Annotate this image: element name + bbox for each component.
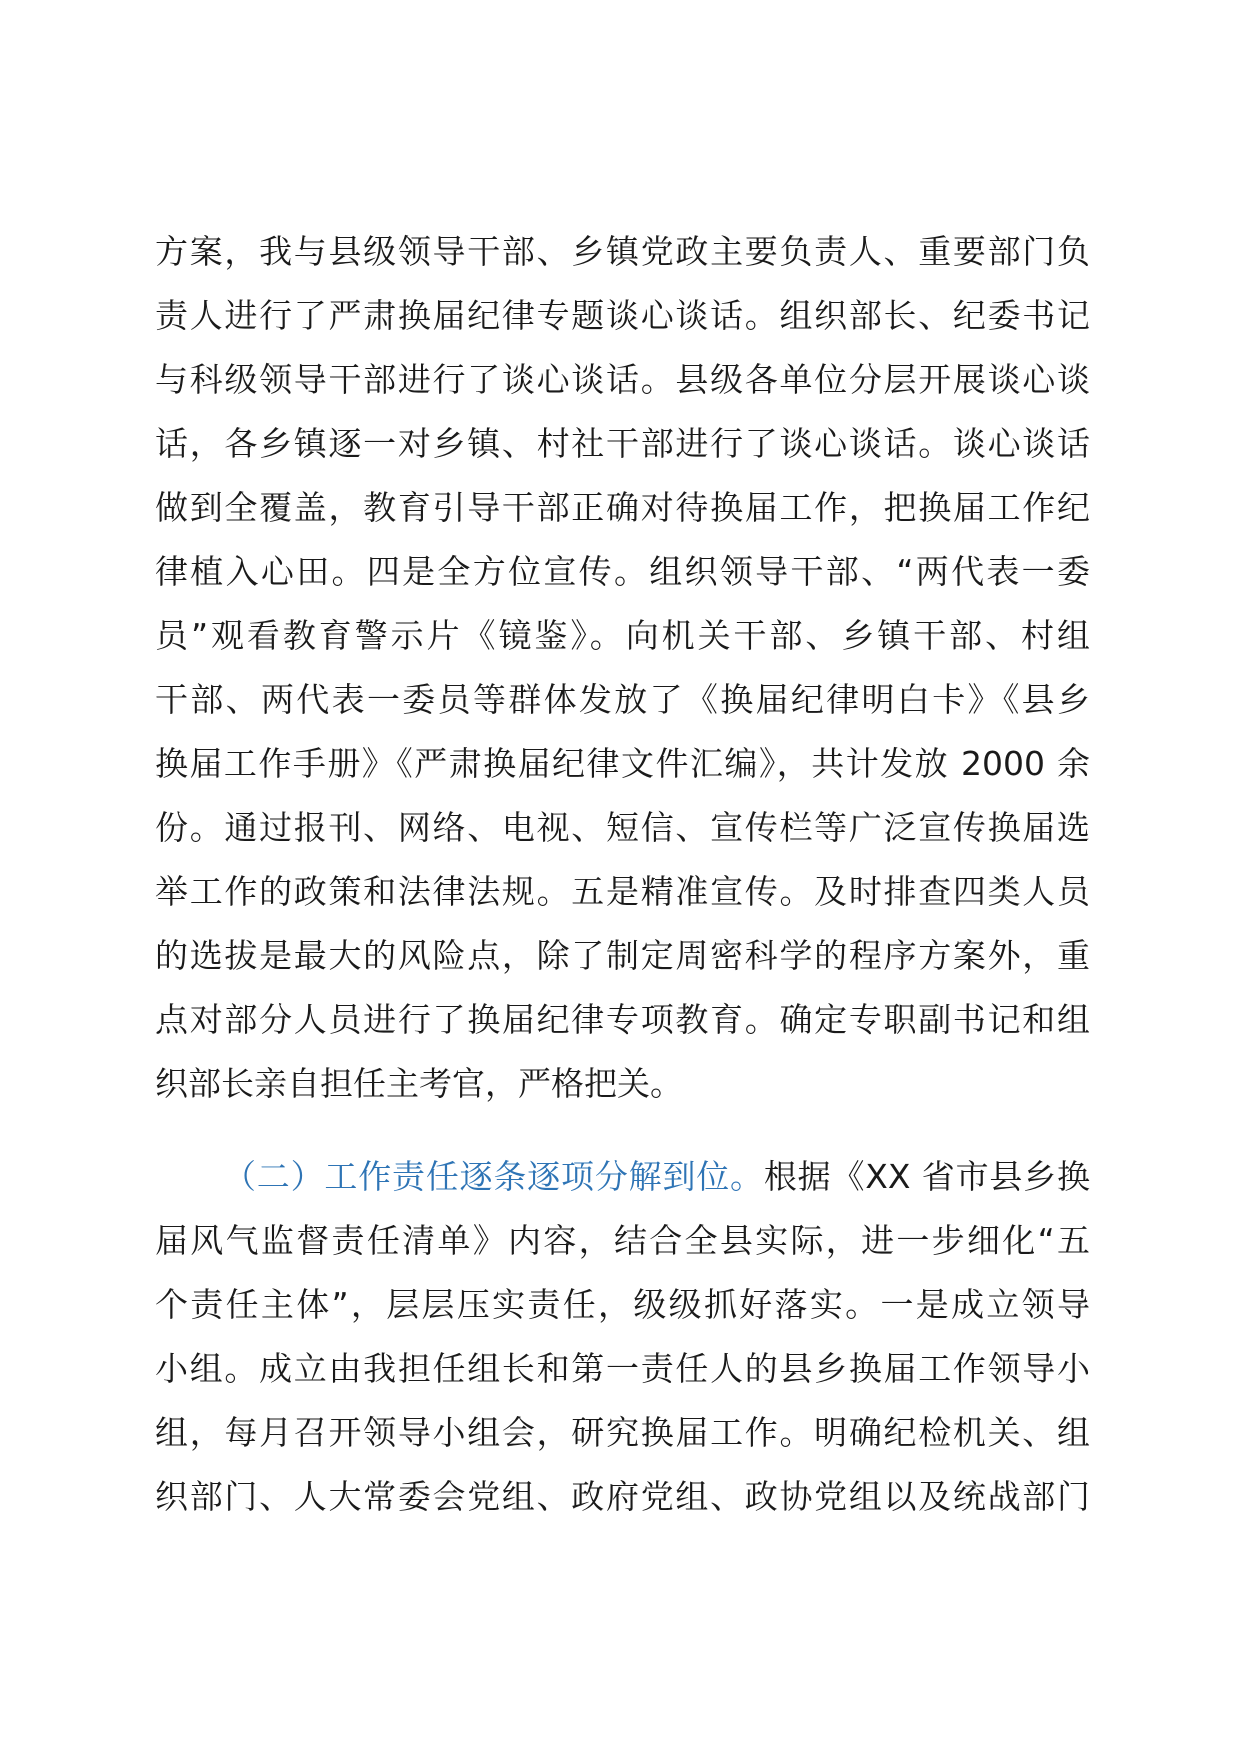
paragraph-1-line: 份。通过报刊、网络、电视、短信、宣传栏等广泛宣传换届选 xyxy=(155,808,1090,847)
paragraph-2-line: 织部门、人大常委会党组、政府党组、政协党组以及统战部门 xyxy=(155,1477,1090,1516)
paragraph-2-first-line-text: 根据《XX 省市县乡换 xyxy=(763,1157,1090,1196)
paragraph-1-line: 律植入心田。四是全方位宣传。组织领导干部、“两代表一委 xyxy=(155,552,1090,591)
paragraph-1-line: 的选拔是最大的风险点，除了制定周密科学的程序方案外，重 xyxy=(155,936,1090,975)
paragraph-1 xyxy=(155,220,1090,1116)
paragraph-1-line: 做到全覆盖，教育引导干部正确对待换届工作，把换届工作纪 xyxy=(155,488,1090,527)
paragraph-1-line: 方案，我与县级领导干部、乡镇党政主要负责人、重要部门负 xyxy=(155,232,1090,271)
section-heading: （二）工作责任逐条逐项分解到位。 xyxy=(223,1157,764,1196)
paragraph-1-line: 话，各乡镇逐一对乡镇、村社干部进行了谈心谈话。谈心谈话 xyxy=(155,424,1090,463)
paragraph-1-line: 点对部分人员进行了换届纪律专项教育。确定专职副书记和组 xyxy=(155,1000,1090,1039)
paragraph-1-line: 干部、两代表一委员等群体发放了《换届纪律明白卡》《县乡 xyxy=(155,680,1090,719)
paragraph-1-line: 责人进行了严肃换届纪律专题谈心谈话。组织部长、纪委书记 xyxy=(155,296,1090,335)
paragraph-2-line: 个责任主体”，层层压实责任，级级抓好落实。一是成立领导 xyxy=(155,1285,1090,1324)
paragraph-1-line: 员”观看教育警示片《镜鉴》。向机关干部、乡镇干部、村组 xyxy=(155,616,1090,655)
paragraph-2-line: 小组。成立由我担任组长和第一责任人的县乡换届工作领导小 xyxy=(155,1349,1090,1388)
paragraph-2-first-line xyxy=(155,1145,1090,1209)
paragraph-1-line: 换届工作手册》《严肃换届纪律文件汇编》，共计发放 2000 余 xyxy=(155,744,1090,783)
paragraph-1-line: 举工作的政策和法律法规。五是精准宣传。及时排查四类人员 xyxy=(155,872,1090,911)
paragraph-2-line: 组，每月召开领导小组会，研究换届工作。明确纪检机关、组 xyxy=(155,1413,1090,1452)
paragraph-2 xyxy=(155,1145,1090,1529)
paragraph-2-line: 届风气监督责任清单》内容，结合全县实际，进一步细化“五 xyxy=(155,1221,1090,1260)
paragraph-1-line: 织部长亲自担任主考官，严格把关。 xyxy=(155,1064,683,1103)
paragraph-1-line: 与科级领导干部进行了谈心谈话。县级各单位分层开展谈心谈 xyxy=(155,360,1090,399)
